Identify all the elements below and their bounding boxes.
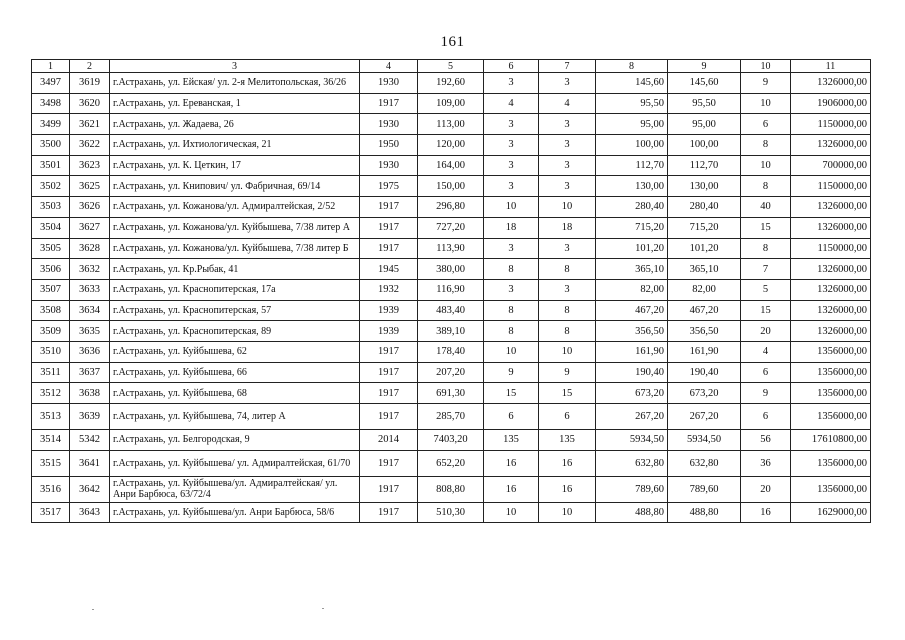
cell-floors-or-residents: 6 <box>741 114 791 135</box>
cell-cost: 17610800,00 <box>791 430 871 451</box>
cell-row-number: 3514 <box>32 430 70 451</box>
cell-total-area: 178,40 <box>418 341 484 362</box>
cell-apartments-count: 8 <box>484 259 539 280</box>
cell-floors-or-residents: 20 <box>741 321 791 342</box>
cell-row-number: 3508 <box>32 300 70 321</box>
cell-object-id: 3642 <box>70 476 110 502</box>
cell-address: г.Астрахань, ул. Ереванская, 1 <box>110 93 360 114</box>
cell-row-number: 3497 <box>32 73 70 94</box>
cell-object-id: 3628 <box>70 238 110 259</box>
cell-apartments-count-2: 10 <box>539 502 596 523</box>
table-row <box>32 321 871 342</box>
cell-living-area: 100,00 <box>596 135 668 156</box>
cell-living-area: 356,50 <box>596 321 668 342</box>
table-row <box>32 502 871 523</box>
cell-object-id: 3619 <box>70 73 110 94</box>
cell-address: г.Астрахань, ул. Книпович/ ул. Фабричная, 69/14 <box>110 176 360 197</box>
cell-apartments-count-2: 4 <box>539 93 596 114</box>
cell-apartments-count: 8 <box>484 321 539 342</box>
cell-address: г.Астрахань, ул. Жадаева, 26 <box>110 114 360 135</box>
cell-apartments-count: 18 <box>484 217 539 238</box>
cell-total-area: 164,00 <box>418 155 484 176</box>
column-header: 1 <box>32 60 70 73</box>
cell-apartments-count-2: 3 <box>539 176 596 197</box>
cell-year-built: 1917 <box>360 476 418 502</box>
cell-row-number: 3510 <box>32 341 70 362</box>
cell-living-area: 190,40 <box>596 362 668 383</box>
property-table <box>31 59 871 523</box>
cell-apartments-count-2: 3 <box>539 73 596 94</box>
cell-object-id: 3620 <box>70 93 110 114</box>
cell-year-built: 1917 <box>360 93 418 114</box>
cell-apartments-count: 3 <box>484 238 539 259</box>
table-row <box>32 135 871 156</box>
cell-row-number: 3501 <box>32 155 70 176</box>
cell-total-area: 652,20 <box>418 450 484 476</box>
cell-address: г.Астрахань, ул. Краснопитерская, 89 <box>110 321 360 342</box>
column-header: 9 <box>668 60 741 73</box>
cell-object-id: 3639 <box>70 404 110 430</box>
cell-living-area-2: 267,20 <box>668 404 741 430</box>
cell-year-built: 1939 <box>360 321 418 342</box>
cell-living-area: 95,00 <box>596 114 668 135</box>
cell-address: г.Астрахань, ул. Куйбышева, 66 <box>110 362 360 383</box>
cell-apartments-count: 3 <box>484 135 539 156</box>
cell-living-area-2: 365,10 <box>668 259 741 280</box>
cell-living-area: 267,20 <box>596 404 668 430</box>
cell-apartments-count: 9 <box>484 362 539 383</box>
cell-total-area: 192,60 <box>418 73 484 94</box>
cell-cost: 1326000,00 <box>791 197 871 218</box>
cell-cost: 1356000,00 <box>791 362 871 383</box>
cell-address: г.Астрахань, ул. Ихтиологическая, 21 <box>110 135 360 156</box>
table-row <box>32 197 871 218</box>
cell-living-area: 161,90 <box>596 341 668 362</box>
cell-total-area: 727,20 <box>418 217 484 238</box>
cell-row-number: 3506 <box>32 259 70 280</box>
cell-address: г.Астрахань, ул. Куйбышева/ул. Адмиралтейская/ ул. Анри Барбюса, 63/72/4 <box>110 476 360 502</box>
cell-living-area-2: 789,60 <box>668 476 741 502</box>
cell-living-area-2: 145,60 <box>668 73 741 94</box>
cell-apartments-count-2: 10 <box>539 341 596 362</box>
cell-total-area: 113,90 <box>418 238 484 259</box>
cell-floors-or-residents: 9 <box>741 383 791 404</box>
cell-object-id: 3636 <box>70 341 110 362</box>
cell-row-number: 3516 <box>32 476 70 502</box>
cell-apartments-count-2: 3 <box>539 135 596 156</box>
cell-cost: 1150000,00 <box>791 176 871 197</box>
column-header: 4 <box>360 60 418 73</box>
cell-row-number: 3511 <box>32 362 70 383</box>
cell-floors-or-residents: 8 <box>741 176 791 197</box>
cell-floors-or-residents: 8 <box>741 135 791 156</box>
cell-apartments-count-2: 3 <box>539 114 596 135</box>
cell-cost: 1356000,00 <box>791 341 871 362</box>
cell-object-id: 3621 <box>70 114 110 135</box>
table-row <box>32 476 871 502</box>
cell-year-built: 1930 <box>360 73 418 94</box>
column-header: 6 <box>484 60 539 73</box>
column-header: 11 <box>791 60 871 73</box>
cell-total-area: 483,40 <box>418 300 484 321</box>
cell-cost: 1150000,00 <box>791 114 871 135</box>
cell-cost: 1326000,00 <box>791 259 871 280</box>
cell-object-id: 3625 <box>70 176 110 197</box>
cell-apartments-count-2: 16 <box>539 450 596 476</box>
table-row <box>32 155 871 176</box>
cell-year-built: 1917 <box>360 502 418 523</box>
cell-apartments-count: 16 <box>484 476 539 502</box>
cell-floors-or-residents: 20 <box>741 476 791 502</box>
cell-address: г.Астрахань, ул. Кожанова/ул. Адмиралтейская, 2/52 <box>110 197 360 218</box>
cell-year-built: 1917 <box>360 197 418 218</box>
cell-living-area-2: 101,20 <box>668 238 741 259</box>
cell-apartments-count-2: 9 <box>539 362 596 383</box>
cell-address: г.Астрахань, ул. Куйбышева/ул. Анри Барбюса, 58/6 <box>110 502 360 523</box>
cell-object-id: 3627 <box>70 217 110 238</box>
cell-object-id: 3638 <box>70 383 110 404</box>
cell-cost: 1326000,00 <box>791 217 871 238</box>
cell-row-number: 3502 <box>32 176 70 197</box>
cell-apartments-count-2: 15 <box>539 383 596 404</box>
cell-living-area-2: 632,80 <box>668 450 741 476</box>
table-body <box>32 73 871 523</box>
cell-apartments-count: 3 <box>484 155 539 176</box>
cell-floors-or-residents: 10 <box>741 93 791 114</box>
cell-living-area-2: 161,90 <box>668 341 741 362</box>
cell-floors-or-residents: 15 <box>741 217 791 238</box>
cell-address: г.Астрахань, ул. Куйбышева/ ул. Адмиралтейская, 61/70 <box>110 450 360 476</box>
cell-total-area: 296,80 <box>418 197 484 218</box>
cell-cost: 1906000,00 <box>791 93 871 114</box>
cell-cost: 700000,00 <box>791 155 871 176</box>
cell-year-built: 1930 <box>360 114 418 135</box>
cell-cost: 1629000,00 <box>791 502 871 523</box>
cell-living-area: 632,80 <box>596 450 668 476</box>
cell-living-area: 673,20 <box>596 383 668 404</box>
cell-year-built: 1917 <box>360 217 418 238</box>
cell-year-built: 1917 <box>360 450 418 476</box>
cell-apartments-count: 4 <box>484 93 539 114</box>
table-row <box>32 341 871 362</box>
column-header: 5 <box>418 60 484 73</box>
cell-total-area: 7403,20 <box>418 430 484 451</box>
cell-total-area: 389,10 <box>418 321 484 342</box>
cell-row-number: 3498 <box>32 93 70 114</box>
cell-year-built: 1917 <box>360 404 418 430</box>
cell-apartments-count-2: 8 <box>539 300 596 321</box>
cell-living-area: 145,60 <box>596 73 668 94</box>
cell-year-built: 1932 <box>360 279 418 300</box>
cell-floors-or-residents: 7 <box>741 259 791 280</box>
cell-year-built: 1917 <box>360 341 418 362</box>
table-row <box>32 362 871 383</box>
cell-total-area: 510,30 <box>418 502 484 523</box>
cell-year-built: 1945 <box>360 259 418 280</box>
cell-living-area-2: 356,50 <box>668 321 741 342</box>
column-header: 10 <box>741 60 791 73</box>
cell-apartments-count: 8 <box>484 300 539 321</box>
table-row <box>32 404 871 430</box>
cell-living-area-2: 488,80 <box>668 502 741 523</box>
scan-speck <box>92 609 94 610</box>
column-header: 8 <box>596 60 668 73</box>
column-header: 2 <box>70 60 110 73</box>
cell-apartments-count-2: 3 <box>539 279 596 300</box>
cell-apartments-count-2: 8 <box>539 259 596 280</box>
cell-object-id: 3626 <box>70 197 110 218</box>
cell-year-built: 1917 <box>360 238 418 259</box>
cell-row-number: 3517 <box>32 502 70 523</box>
cell-living-area-2: 673,20 <box>668 383 741 404</box>
cell-total-area: 380,00 <box>418 259 484 280</box>
cell-total-area: 113,00 <box>418 114 484 135</box>
cell-object-id: 3623 <box>70 155 110 176</box>
cell-apartments-count: 10 <box>484 197 539 218</box>
cell-floors-or-residents: 6 <box>741 362 791 383</box>
cell-address: г.Астрахань, ул. Куйбышева, 68 <box>110 383 360 404</box>
cell-object-id: 3633 <box>70 279 110 300</box>
cell-apartments-count: 16 <box>484 450 539 476</box>
cell-address: г.Астрахань, ул. Кожанова/ул. Куйбышева, 7/38 литер А <box>110 217 360 238</box>
cell-living-area: 365,10 <box>596 259 668 280</box>
cell-row-number: 3504 <box>32 217 70 238</box>
cell-row-number: 3500 <box>32 135 70 156</box>
cell-year-built: 1950 <box>360 135 418 156</box>
cell-address: г.Астрахань, ул. Белгородская, 9 <box>110 430 360 451</box>
cell-address: г.Астрахань, ул. Куйбышева, 62 <box>110 341 360 362</box>
cell-cost: 1150000,00 <box>791 238 871 259</box>
cell-cost: 1326000,00 <box>791 300 871 321</box>
cell-living-area-2: 130,00 <box>668 176 741 197</box>
cell-living-area: 715,20 <box>596 217 668 238</box>
cell-total-area: 116,90 <box>418 279 484 300</box>
cell-floors-or-residents: 4 <box>741 341 791 362</box>
cell-floors-or-residents: 56 <box>741 430 791 451</box>
cell-object-id: 5342 <box>70 430 110 451</box>
cell-apartments-count: 3 <box>484 279 539 300</box>
table-row <box>32 217 871 238</box>
cell-floors-or-residents: 40 <box>741 197 791 218</box>
cell-address: г.Астрахань, ул. Кожанова/ул. Куйбышева, 7/38 литер Б <box>110 238 360 259</box>
cell-total-area: 691,30 <box>418 383 484 404</box>
table-row <box>32 114 871 135</box>
cell-living-area-2: 82,00 <box>668 279 741 300</box>
cell-floors-or-residents: 10 <box>741 155 791 176</box>
cell-row-number: 3499 <box>32 114 70 135</box>
cell-row-number: 3512 <box>32 383 70 404</box>
cell-year-built: 1930 <box>360 155 418 176</box>
cell-year-built: 2014 <box>360 430 418 451</box>
cell-living-area-2: 112,70 <box>668 155 741 176</box>
cell-living-area: 130,00 <box>596 176 668 197</box>
cell-floors-or-residents: 6 <box>741 404 791 430</box>
table-row <box>32 93 871 114</box>
cell-object-id: 3637 <box>70 362 110 383</box>
table-row <box>32 279 871 300</box>
table-row <box>32 73 871 94</box>
table-row <box>32 259 871 280</box>
cell-row-number: 3505 <box>32 238 70 259</box>
cell-total-area: 109,00 <box>418 93 484 114</box>
cell-row-number: 3503 <box>32 197 70 218</box>
cell-apartments-count: 3 <box>484 73 539 94</box>
cell-living-area-2: 100,00 <box>668 135 741 156</box>
cell-living-area: 95,50 <box>596 93 668 114</box>
table-row <box>32 430 871 451</box>
cell-floors-or-residents: 16 <box>741 502 791 523</box>
cell-floors-or-residents: 36 <box>741 450 791 476</box>
cell-living-area-2: 280,40 <box>668 197 741 218</box>
cell-living-area: 467,20 <box>596 300 668 321</box>
cell-cost: 1356000,00 <box>791 404 871 430</box>
cell-apartments-count-2: 3 <box>539 155 596 176</box>
cell-apartments-count: 3 <box>484 176 539 197</box>
cell-row-number: 3509 <box>32 321 70 342</box>
cell-address: г.Астрахань, ул. Ейская/ ул. 2-я Мелитопольская, 36/26 <box>110 73 360 94</box>
cell-cost: 1326000,00 <box>791 135 871 156</box>
cell-floors-or-residents: 15 <box>741 300 791 321</box>
cell-living-area-2: 190,40 <box>668 362 741 383</box>
cell-total-area: 808,80 <box>418 476 484 502</box>
cell-total-area: 285,70 <box>418 404 484 430</box>
cell-cost: 1356000,00 <box>791 476 871 502</box>
cell-living-area-2: 95,00 <box>668 114 741 135</box>
cell-year-built: 1917 <box>360 383 418 404</box>
cell-object-id: 3641 <box>70 450 110 476</box>
page-number: 161 <box>440 34 465 50</box>
scan-speck <box>322 608 324 609</box>
cell-address: г.Астрахань, ул. Куйбышева, 74, литер А <box>110 404 360 430</box>
cell-cost: 1356000,00 <box>791 450 871 476</box>
cell-living-area-2: 715,20 <box>668 217 741 238</box>
cell-object-id: 3634 <box>70 300 110 321</box>
cell-address: г.Астрахань, ул. Краснопитерская, 17а <box>110 279 360 300</box>
cell-apartments-count-2: 16 <box>539 476 596 502</box>
cell-cost: 1326000,00 <box>791 321 871 342</box>
cell-year-built: 1975 <box>360 176 418 197</box>
cell-apartments-count-2: 6 <box>539 404 596 430</box>
cell-apartments-count-2: 3 <box>539 238 596 259</box>
cell-cost: 1326000,00 <box>791 73 871 94</box>
cell-living-area-2: 95,50 <box>668 93 741 114</box>
cell-address: г.Астрахань, ул. Краснопитерская, 57 <box>110 300 360 321</box>
cell-living-area: 82,00 <box>596 279 668 300</box>
cell-object-id: 3622 <box>70 135 110 156</box>
cell-cost: 1326000,00 <box>791 279 871 300</box>
cell-address: г.Астрахань, ул. Кр.Рыбак, 41 <box>110 259 360 280</box>
cell-living-area: 5934,50 <box>596 430 668 451</box>
cell-floors-or-residents: 9 <box>741 73 791 94</box>
cell-living-area-2: 5934,50 <box>668 430 741 451</box>
cell-apartments-count: 10 <box>484 502 539 523</box>
cell-object-id: 3635 <box>70 321 110 342</box>
cell-apartments-count: 10 <box>484 341 539 362</box>
table-row <box>32 383 871 404</box>
table-row <box>32 238 871 259</box>
cell-total-area: 120,00 <box>418 135 484 156</box>
cell-total-area: 150,00 <box>418 176 484 197</box>
cell-living-area: 112,70 <box>596 155 668 176</box>
table-row <box>32 450 871 476</box>
cell-row-number: 3513 <box>32 404 70 430</box>
cell-apartments-count: 6 <box>484 404 539 430</box>
column-header: 7 <box>539 60 596 73</box>
cell-apartments-count-2: 8 <box>539 321 596 342</box>
cell-living-area: 101,20 <box>596 238 668 259</box>
cell-living-area-2: 467,20 <box>668 300 741 321</box>
cell-apartments-count: 3 <box>484 114 539 135</box>
cell-year-built: 1939 <box>360 300 418 321</box>
cell-total-area: 207,20 <box>418 362 484 383</box>
cell-row-number: 3507 <box>32 279 70 300</box>
cell-object-id: 3632 <box>70 259 110 280</box>
cell-object-id: 3643 <box>70 502 110 523</box>
column-header: 3 <box>110 60 360 73</box>
cell-apartments-count-2: 10 <box>539 197 596 218</box>
cell-year-built: 1917 <box>360 362 418 383</box>
header-row <box>32 60 871 73</box>
cell-living-area: 280,40 <box>596 197 668 218</box>
cell-apartments-count: 135 <box>484 430 539 451</box>
cell-floors-or-residents: 8 <box>741 238 791 259</box>
cell-cost: 1356000,00 <box>791 383 871 404</box>
table-row <box>32 176 871 197</box>
cell-apartments-count-2: 135 <box>539 430 596 451</box>
cell-row-number: 3515 <box>32 450 70 476</box>
cell-apartments-count: 15 <box>484 383 539 404</box>
table-row <box>32 300 871 321</box>
cell-living-area: 488,80 <box>596 502 668 523</box>
cell-address: г.Астрахань, ул. К. Цеткин, 17 <box>110 155 360 176</box>
cell-apartments-count-2: 18 <box>539 217 596 238</box>
cell-floors-or-residents: 5 <box>741 279 791 300</box>
cell-living-area: 789,60 <box>596 476 668 502</box>
